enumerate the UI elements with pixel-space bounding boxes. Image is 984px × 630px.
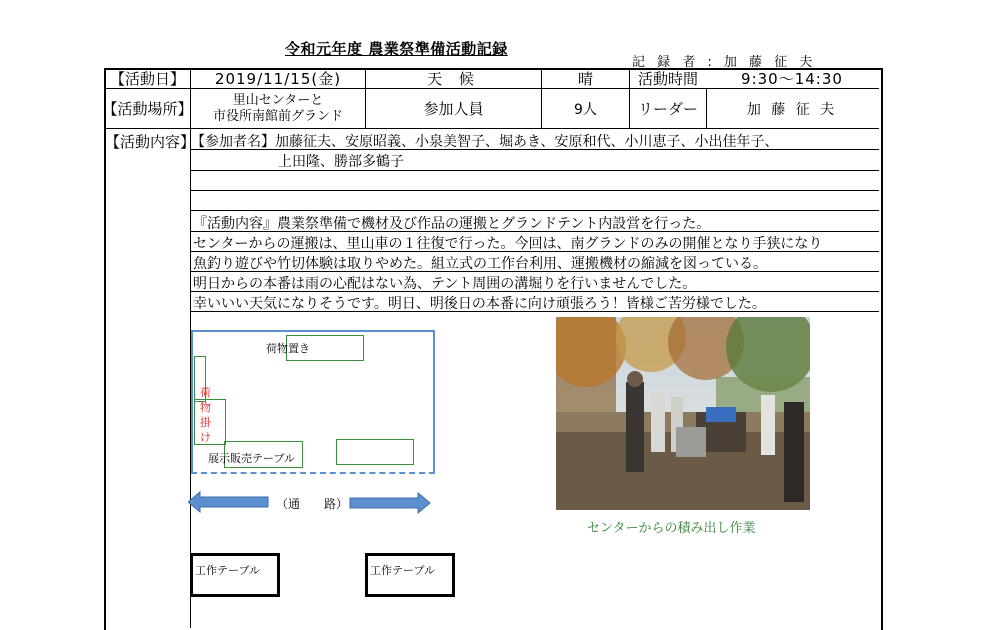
content-line-5: 幸いいい天気になりそうです。明日、明後日の本番に向け頑張ろう！皆様ご苦労様でした。 [193,296,766,312]
recorder-name: 記 録 者 : 加 藤 征 夫 [632,55,817,70]
participants-line-1: 【参加者名】加藤征夫、安原昭義、小泉美智子、堀あき、安原和代、小川恵子、小出佳年子、 [191,134,779,150]
road-label: （通 路） [276,497,349,511]
storage-label: 荷物置き [266,342,310,355]
hanger-char: け [200,431,211,444]
photo-caption: センターからの積み出し作業 [587,521,756,536]
members-value: 9人 [574,101,597,118]
place-label: 【活動場所】 [102,100,193,118]
content-line-2: センターからの運搬は、里山車の１往復で行った。今回は、南グランドのみの開催となり手狭になり [193,236,823,252]
time-label: 活動時間 [637,70,698,88]
content-line-3: 魚釣り遊びや竹切体験は取りやめた。組立式の工作台利用、運搬機材の縮減を図っている。 [193,256,767,272]
content-label: 【活動内容】 [105,133,196,151]
place-value-line-1: 里山センターと [232,92,324,108]
date-label: 【活動日】 [109,70,185,88]
page-title: 令和元年度 農業祭準備活動記録 [285,40,508,58]
content-line-1: 『活動内容』農業祭準備で機材及び作品の運搬とグランドテント内設営を行った。 [193,216,711,232]
time-value: 9:30～14:30 [741,70,843,88]
hanger-char: 荷 [200,386,211,399]
leader-value: 加 藤 征 夫 [746,101,838,118]
sales-table-label: 展示販売テーブル [208,452,296,465]
leader-label: リーダー [637,100,698,118]
right-arrow-icon [350,493,430,513]
members-label: 参加人員 [423,100,484,118]
place-value-line-2: 市役所南館前グランド [212,108,343,124]
left-arrow-icon [188,492,268,512]
hanger-char: 物 [200,401,211,414]
weather-label: 天 候 [427,70,480,88]
weather-value: 晴 [577,70,593,88]
content-line-4: 明日からの本番は雨の心配はない為、テント周囲の溝堀りを行いませんでした。 [193,276,697,292]
hanger-char: 掛 [200,416,211,429]
empty-table-box [336,439,414,465]
work-table-2: 工作テーブル [365,553,455,597]
participants-line-2: 上田隆、勝部多鶴子 [278,154,404,170]
work-table-1: 工作テーブル [190,553,280,597]
date-value: 2019/11/15(金) [214,70,342,88]
place-value [191,89,365,128]
work-photo [556,317,810,510]
hanger-label [200,385,212,445]
